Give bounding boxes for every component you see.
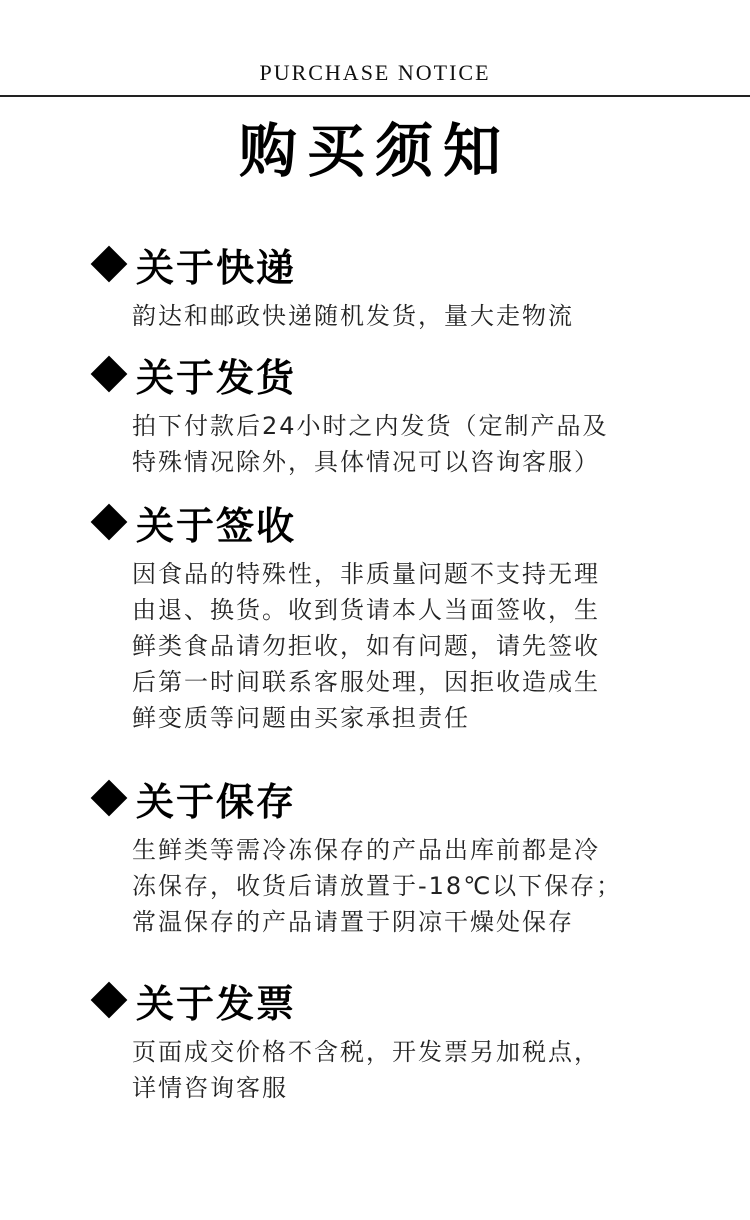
section-shipping-title: 关于发货	[136, 355, 297, 400]
section-express-heading	[88, 238, 668, 290]
section-receipt-heading	[88, 496, 668, 548]
section-receipt-title: 关于签收	[136, 503, 297, 548]
section-express	[88, 238, 668, 334]
section-invoice-body	[132, 1034, 672, 1106]
notice-sections	[0, 238, 750, 1106]
section-invoice-heading	[88, 974, 668, 1026]
header-english-title: PURCHASE NOTICE	[259, 60, 491, 85]
section-shipping-heading	[88, 348, 668, 400]
section-storage	[88, 772, 668, 940]
section-receipt	[88, 496, 668, 736]
section-receipt-line-4: 后第一时间联系客服处理，因拒收造成生	[132, 668, 600, 696]
diamond-bullet-icon	[91, 356, 128, 393]
section-express-line-1: 韵达和邮政快递随机发货，量大走物流	[132, 302, 574, 330]
section-receipt-line-2: 由退、换货。收到货请本人当面签收，生	[132, 596, 600, 624]
section-storage-line-1: 生鲜类等需冷冻保存的产品出库前都是冷	[132, 836, 600, 864]
header-divider	[0, 95, 750, 97]
section-express-title: 关于快递	[136, 245, 297, 290]
diamond-bullet-icon	[91, 246, 128, 283]
section-shipping	[88, 348, 668, 480]
section-receipt-line-5: 鲜变质等问题由买家承担责任	[132, 704, 470, 732]
section-invoice-title: 关于发票	[136, 981, 297, 1026]
section-receipt-line-3: 鲜类食品请勿拒收，如有问题，请先签收	[132, 632, 600, 660]
diamond-bullet-icon	[91, 982, 128, 1019]
section-invoice-line-2: 详情咨询客服	[132, 1074, 288, 1102]
diamond-bullet-icon	[91, 780, 128, 817]
section-express-body	[132, 298, 672, 334]
section-receipt-body	[132, 556, 672, 736]
section-shipping-body	[132, 408, 672, 480]
section-shipping-line-2: 特殊情况除外，具体情况可以咨询客服）	[132, 448, 600, 476]
section-storage-title: 关于保存	[136, 779, 297, 824]
section-storage-line-3: 常温保存的产品请置于阴凉干燥处保存	[132, 908, 574, 936]
section-invoice-line-1: 页面成交价格不含税，开发票另加税点，	[132, 1038, 600, 1066]
diamond-bullet-icon	[91, 504, 128, 541]
section-storage-body	[132, 832, 672, 940]
page-title: 购买须知	[238, 117, 511, 185]
section-receipt-line-1: 因食品的特殊性，非质量问题不支持无理	[132, 560, 600, 588]
section-storage-line-2: 冻保存，收货后请放置于-18℃以下保存；	[132, 872, 623, 900]
section-shipping-line-1: 拍下付款后24小时之内发货（定制产品及	[132, 412, 609, 440]
section-invoice	[88, 974, 668, 1106]
section-storage-heading	[88, 772, 668, 824]
